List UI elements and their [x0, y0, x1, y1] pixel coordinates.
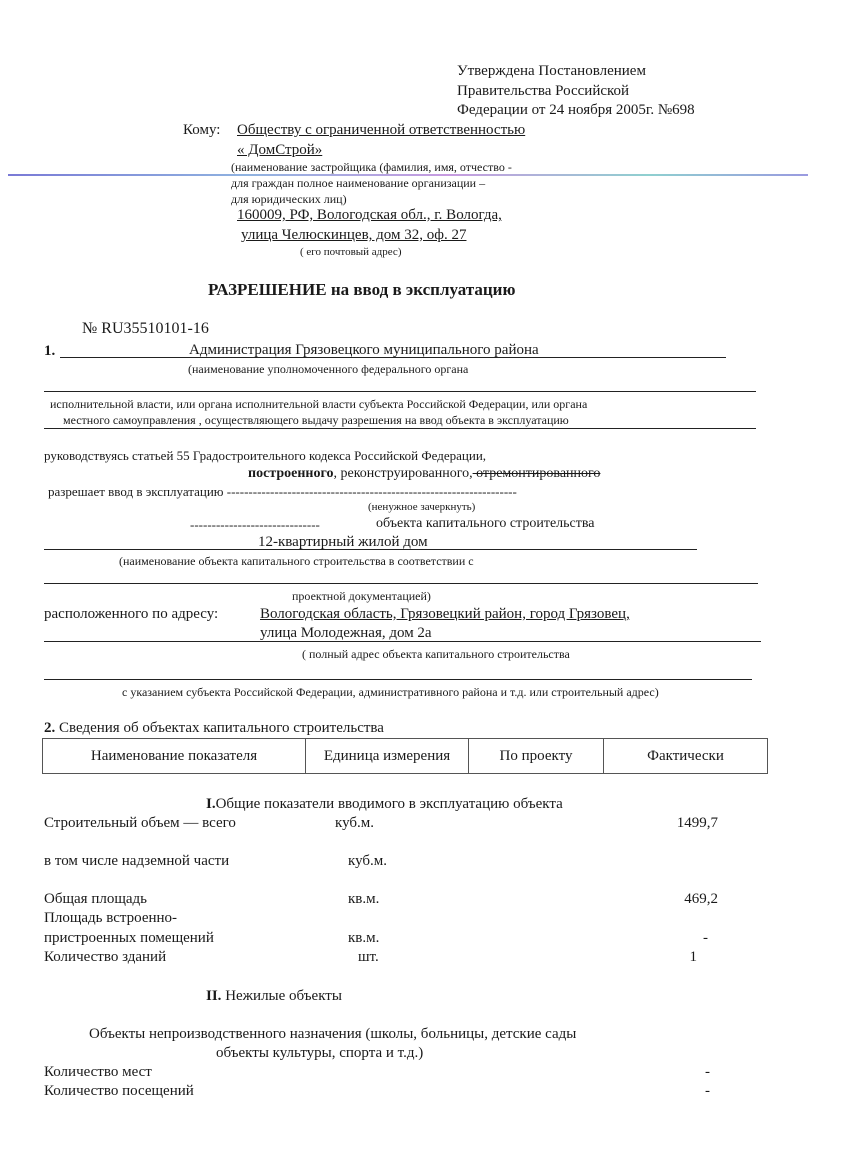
authority-hint-2: исполнительной власти, или органа исполнительной власти субъекта Российской Федерации, или органа: [50, 397, 588, 411]
approval-line-3: Федерации от 24 ноября 2005г. №698: [457, 102, 695, 118]
object-blank-line: [44, 583, 758, 584]
part-2-heading: [206, 988, 342, 1005]
title-bold-part: РАЗРЕШЕНИЕ: [208, 280, 327, 299]
row-places-actual: -: [705, 1064, 710, 1080]
recipient-address-hint: ( его почтовый адрес): [300, 246, 402, 258]
row-total-area-unit: кв.м.: [348, 891, 380, 907]
header-actual: Фактически: [604, 739, 768, 774]
recipient-hint-line-2: для граждан полное наименование организации –: [231, 176, 486, 190]
approval-line-1: Утверждена Постановлением: [457, 63, 646, 79]
permits-commissioning: [48, 484, 517, 500]
row-premises-name: пристроенных помещений: [44, 930, 214, 946]
part-1-heading: [206, 796, 563, 813]
object-capital-label: объекта капитального строительства: [376, 516, 595, 531]
row-visits-actual: -: [705, 1083, 710, 1099]
address-hint-2: с указанием субъекта Российской Федерации, административного района и т.д. или строительный адрес): [122, 685, 659, 699]
option-built: построенного: [248, 466, 334, 481]
section-2-number: 2.: [44, 720, 56, 736]
recipient-hint-line-1: (наименование застройщика (фамилия, имя, отчество -: [231, 160, 512, 174]
option-reconstructed: , реконструированного,: [333, 466, 473, 481]
recipient-address-line-2: улица Челюскинцев, дом 32, оф. 27: [241, 227, 467, 243]
recipient-name-line-2: « ДомСтрой»: [237, 142, 323, 158]
row-above-ground-unit: куб.м.: [348, 853, 388, 869]
row-volume-unit: куб.м.: [335, 815, 375, 831]
indicators-table: [42, 738, 768, 774]
row-volume-actual: 1499,7: [676, 815, 718, 831]
object-name: 12-квартирный жилой дом: [258, 534, 428, 550]
header-by-project: По проекту: [469, 739, 604, 774]
recipient-address-line-1: 160009, РФ, Вологодская обл., г. Вологда,: [237, 207, 502, 223]
authority-hint-3: местного самоуправления , осуществляющего выдачу разрешения на ввод объекта в эксплуатацию: [63, 413, 569, 427]
permit-number: № RU35510101-16: [82, 320, 209, 337]
object-dashes: ------------------------------: [190, 517, 320, 532]
object-hint-1: (наименование объекта капитального строительства в соответствии с: [119, 554, 474, 568]
row-visits-name: Количество посещений: [44, 1083, 194, 1099]
address-blank-line: [44, 679, 752, 680]
recipient-name-line-1: Обществу с ограниченной ответственностью: [237, 122, 526, 138]
part-2-sub-2: объекты культуры, спорта и т.д.): [216, 1045, 424, 1061]
document-title: [208, 280, 515, 300]
built-options: [248, 466, 600, 482]
part-2-sub-1: Объекты непроизводственного назначения (школы, больницы, детские сады: [89, 1026, 577, 1042]
authority-hint-1: (наименование уполномоченного федерального органа: [188, 362, 469, 376]
guided-by-text: руководствуясь статьей 55 Градостроительного кодекса Российской Федерации,: [44, 448, 487, 463]
permits-text: разрешает ввод в эксплуатацию: [48, 484, 227, 499]
object-address-line-2: улица Молодежная, дом 2а: [260, 625, 432, 641]
approval-line-2: Правительства Российской: [457, 83, 630, 99]
header-indicator-name: Наименование показателя: [43, 739, 306, 774]
issuing-authority: Администрация Грязовецкого муниципального района: [189, 342, 539, 358]
option-repaired: отремонтированного: [472, 466, 601, 481]
object-hint-2: проектной документацией): [292, 589, 431, 603]
part-2-title: Нежилые объекты: [221, 988, 342, 1004]
row-above-ground-name: в том числе надземной части: [44, 853, 230, 869]
permits-dashes: -------------------------------------------------------------------: [226, 484, 517, 499]
row-volume-name: Строительный объем — всего: [44, 815, 236, 831]
section-2-title: Сведения об объектах капитального строительства: [55, 720, 384, 736]
row-buildings-name: Количество зданий: [44, 949, 167, 965]
title-rest: на ввод в эксплуатацию: [326, 280, 516, 299]
object-address-line-1: Вологодская область, Грязовецкий район, город Грязовец,: [260, 606, 630, 622]
table-header-row: [43, 739, 768, 774]
section-1-number: 1.: [44, 343, 56, 359]
strike-hint: (ненужное зачеркнуть): [368, 501, 476, 513]
row-buildings-actual: 1: [689, 949, 697, 965]
recipient-hint-line-3: для юридических лиц): [231, 192, 347, 206]
address-hint-1: ( полный адрес объекта капитального строительства: [302, 647, 570, 661]
authority-blank-line: [44, 391, 756, 392]
located-label: расположенного по адресу:: [44, 606, 219, 622]
row-total-area-name: Общая площадь: [44, 891, 148, 907]
row-buildings-unit: шт.: [358, 949, 379, 965]
recipient-label: Кому:: [183, 122, 221, 138]
part-1-title: Общие показатели вводимого в эксплуатацию объекта: [215, 796, 563, 812]
row-premises-actual: -: [703, 930, 708, 946]
authority-hint-underline: [44, 428, 756, 429]
header-unit: Единица измерения: [306, 739, 469, 774]
row-total-area-actual: 469,2: [684, 891, 718, 907]
part-2-roman: II.: [206, 988, 222, 1004]
row-premises-unit: кв.м.: [348, 930, 380, 946]
row-places-name: Количество мест: [44, 1064, 152, 1080]
part-1-roman: I.: [206, 796, 216, 812]
section-2-heading: [44, 720, 384, 737]
row-built-in-name: Площадь встроенно-: [44, 910, 178, 926]
